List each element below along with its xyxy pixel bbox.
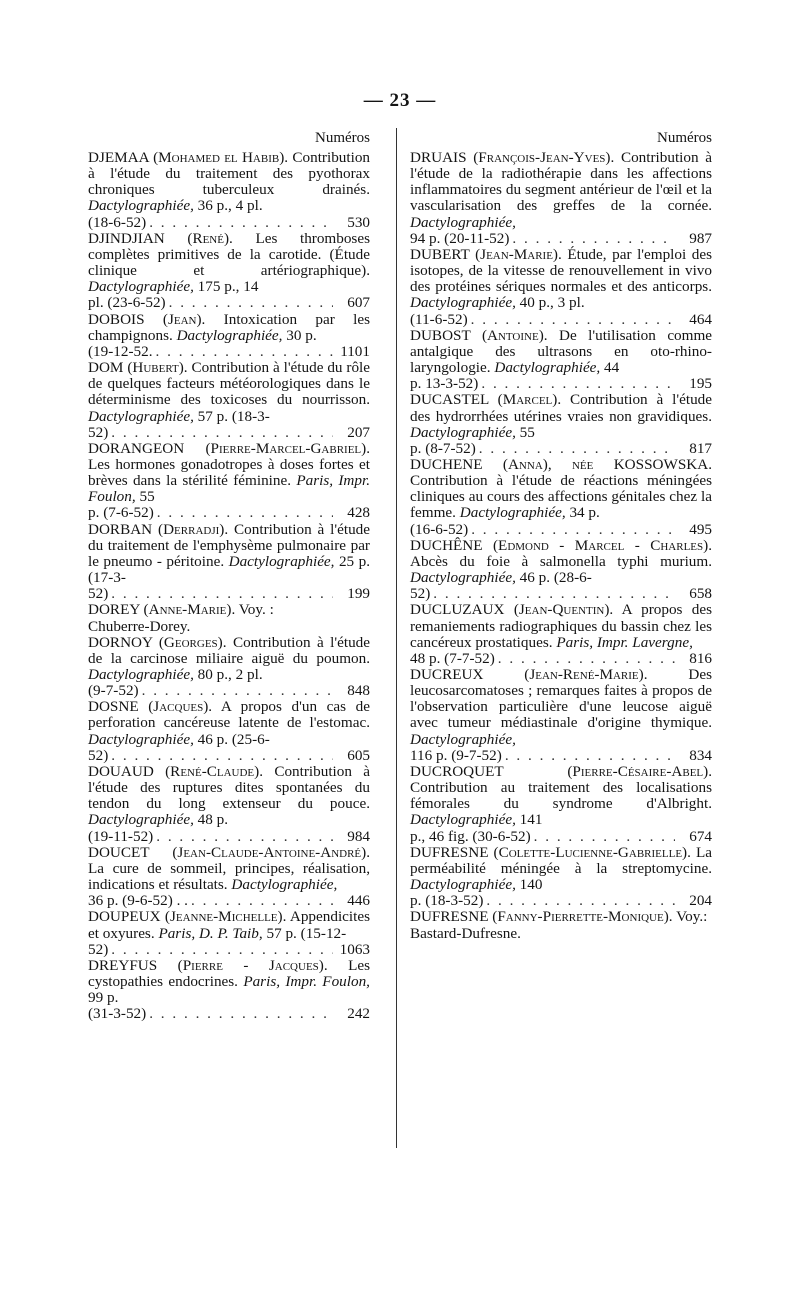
entry-body xyxy=(88,958,370,1006)
entry-date: 52) xyxy=(88,940,109,958)
thesis-title: A propos d'un cas de perforation cancéreuse latente de l'estomac. xyxy=(88,698,371,732)
author-surname: DORANGEON xyxy=(88,439,185,457)
entry-final-line xyxy=(88,505,370,521)
entry-body xyxy=(88,845,370,893)
entry-final-line xyxy=(410,748,712,764)
publication-info: Dactylographiée, xyxy=(228,552,335,570)
thesis-title: De l'utilisation comme antalgique des ultrasons en oto-rhino-laryngologie. xyxy=(410,326,713,377)
dot-leader xyxy=(471,522,675,538)
publication-info: Dactylographiée, xyxy=(410,294,516,312)
index-entry xyxy=(88,635,370,700)
page-count: 80 p., 2 pl. xyxy=(193,666,263,683)
entry-date: 52) xyxy=(88,423,109,441)
author-surname: DUCASTEL xyxy=(410,391,489,409)
thesis-title: Contribution à l'étude de la carcinose miliaire aiguë du poumon. xyxy=(88,633,371,667)
publication-info: Dactylographiée, xyxy=(410,811,516,829)
entry-number: 446 xyxy=(347,892,370,910)
publication-info: Dactylographiée, xyxy=(88,197,194,215)
entry-final-line xyxy=(410,829,712,845)
dot-leader xyxy=(111,586,333,602)
index-entry xyxy=(410,845,712,910)
entry-number: 204 xyxy=(689,892,712,910)
entry-number: 199 xyxy=(347,585,370,603)
author-given-names: (Pierre-Césaire-Abel). xyxy=(567,762,712,780)
entry-date: 36 p. (9-6-52) . . xyxy=(88,892,188,910)
entry-body xyxy=(410,538,712,586)
entry-date: 94 p. (20-11-52) xyxy=(410,229,510,247)
entry-number: 674 xyxy=(689,827,712,845)
author-given-names: (Hubert). xyxy=(127,359,188,377)
page-count: 48 p. xyxy=(193,811,229,829)
entry-final-line xyxy=(88,619,370,635)
dot-leader xyxy=(479,441,675,457)
index-entry xyxy=(410,602,712,667)
author-surname: DRUAIS xyxy=(410,149,467,166)
thesis-title: Contribution à l'étude de la radiothérapie dans les affections inflammatoires du segment antérieur de l'œil et la vascularisation des greffes de la cornée. xyxy=(410,149,713,215)
dot-leader xyxy=(498,651,675,667)
entry-final-line xyxy=(410,376,712,392)
thesis-title: Appendicites et oxyures. xyxy=(88,908,370,942)
author-given-names: (Jean-Claude-Antoine-André). xyxy=(172,843,370,861)
thesis-title: Abcès du foie à salmonella typhi murium. xyxy=(410,552,712,570)
page-count: 25 p. (17-3- xyxy=(88,552,370,587)
publication-info: Dactylographiée, xyxy=(88,666,194,683)
entry-number: 984 xyxy=(347,827,370,845)
thesis-title: Les hormones gonadotropes à doses fortes et brèves dans la stérilité féminine. xyxy=(88,455,370,490)
publication-info: Dactylographiée, xyxy=(494,359,601,377)
entry-date: pl. (23-6-52) xyxy=(88,294,166,312)
entry-final-line xyxy=(410,231,712,247)
author-surname: DORBAN xyxy=(88,520,153,538)
entry-body xyxy=(410,909,712,925)
entry-number: 658 xyxy=(689,585,712,603)
entry-date: p. (7-6-52) xyxy=(88,504,154,522)
page-count: 99 p. xyxy=(88,989,119,1007)
dot-leader xyxy=(157,505,333,521)
entry-final-line xyxy=(88,295,370,311)
entry-body xyxy=(88,312,370,344)
publication-info: Dactylographiée, xyxy=(88,811,194,829)
entry-number: 605 xyxy=(347,746,370,764)
author-surname: DUCHÊNE xyxy=(410,536,483,554)
entry-number: 987 xyxy=(689,229,712,247)
dot-leader xyxy=(156,344,333,360)
page-count: 55 xyxy=(515,423,535,441)
entry-number: 464 xyxy=(689,310,712,328)
publication-info: Dactylographiée, xyxy=(231,876,338,894)
entry-date: (11-6-52) xyxy=(410,310,468,328)
entry-number: 530 xyxy=(347,213,370,231)
author-given-names: (Marcel). xyxy=(497,391,562,409)
entry-number: 816 xyxy=(689,649,712,667)
publication-info: Dactylographiée, xyxy=(88,407,194,425)
entry-number: 428 xyxy=(347,504,370,522)
thesis-title: Intoxication par les champignons. xyxy=(88,310,371,344)
dot-leader xyxy=(169,295,333,311)
author-given-names: (François-Jean-Yves). xyxy=(473,149,615,166)
publication-info: Dactylographiée, xyxy=(410,423,516,441)
entry-body xyxy=(410,247,712,312)
dot-leader xyxy=(486,893,675,909)
author-surname: DUFRESNE xyxy=(410,843,489,861)
publication-info: Paris, D. P. Taib, xyxy=(158,924,263,942)
dot-leader xyxy=(534,829,675,845)
dot-leader xyxy=(433,586,675,602)
author-surname: DOM xyxy=(88,359,124,377)
entry-date: 116 p. (9-7-52) xyxy=(410,746,502,764)
author-given-names: (Pierre - Jacques). xyxy=(177,956,328,974)
entry-final-line xyxy=(88,586,370,602)
thesis-title: Les thromboses complètes primitives de la carotide. (Étude clinique et artériographique). xyxy=(88,229,370,280)
entry-body xyxy=(410,764,712,829)
entry-body xyxy=(88,909,370,941)
author-given-names: (Jacques). xyxy=(148,698,213,716)
publication-info: Dactylographiée, xyxy=(410,876,516,894)
left-column xyxy=(88,128,370,1022)
entry-body xyxy=(410,845,712,893)
entry-number: 1063 xyxy=(339,940,370,958)
entry-body xyxy=(88,764,370,829)
index-entry xyxy=(88,699,370,764)
entry-number: 817 xyxy=(689,439,712,457)
dot-leader xyxy=(149,215,333,231)
entry-final-line xyxy=(410,926,712,942)
author-surname: DOREY xyxy=(88,601,140,619)
entry-body xyxy=(410,667,712,748)
entry-final-line xyxy=(410,441,712,457)
index-entry xyxy=(410,328,712,393)
entry-body xyxy=(410,457,712,522)
thesis-title: La cure de sommeil, principes, réalisation, indications et résultats. xyxy=(88,859,370,894)
entry-date: 52) xyxy=(88,746,109,764)
dot-leader xyxy=(111,748,333,764)
entry-final-line xyxy=(88,425,370,441)
author-given-names: (Colette-Lucienne-Gabrielle). xyxy=(493,843,691,861)
entry-body xyxy=(88,150,370,215)
entry-number: 495 xyxy=(689,520,712,538)
entry-body xyxy=(88,231,370,296)
entry-date: p., 46 fig. (30-6-52) xyxy=(410,827,531,845)
thesis-title: Contribution à l'étude du rôle de quelques facteurs météorologiques dans le déterminisme des toxicoses du nourrisson. xyxy=(88,359,370,409)
entry-body xyxy=(88,360,370,425)
dot-leader xyxy=(111,942,333,958)
page-count: 175 p., 14 xyxy=(193,278,259,296)
author-surname: DUCLUZAUX xyxy=(410,601,505,619)
entry-date: Bastard-Dufresne. xyxy=(410,924,521,942)
publication-info: Dactylographiée, xyxy=(410,730,516,748)
page-number: — 23 — xyxy=(363,90,437,111)
entry-final-line xyxy=(410,586,712,602)
entry-number: 848 xyxy=(347,682,370,700)
author-given-names: (Jean-Quentin). xyxy=(513,601,614,619)
author-surname: DOUCET xyxy=(88,843,150,861)
right-column xyxy=(410,128,712,942)
column-divider xyxy=(396,128,397,1148)
entry-number: 1101 xyxy=(340,342,370,360)
entry-date: (16-6-52) xyxy=(410,520,469,538)
thesis-title: Voy. : xyxy=(238,601,274,619)
index-entry xyxy=(88,360,370,441)
thesis-title: La perméabilité méningée à la streptomycine. xyxy=(410,843,713,877)
author-given-names: (Jeanne-Michelle). xyxy=(164,908,287,926)
page-count: 30 p. xyxy=(282,326,317,344)
publication-info: Dactylographiée, xyxy=(459,504,566,522)
dot-leader xyxy=(111,425,333,441)
entry-body xyxy=(88,699,370,747)
author-surname: DUBERT xyxy=(410,245,470,263)
page-count: 57 p. (18-3- xyxy=(193,407,270,425)
dot-leader xyxy=(505,748,675,764)
entry-date: 52) xyxy=(410,585,431,603)
thesis-title: Contribution à l'étude de réactions méningées cliniques au cours des affections génitales chez la femme. xyxy=(410,472,712,522)
thesis-title: Les cystopathies endocrines. xyxy=(88,956,371,990)
thesis-title: Contribution à l'étude des ruptures dites spontanées du tendon du long extenseur du pouce. xyxy=(88,762,371,813)
thesis-title: Contribution à l'étude des hydrorrhées utérines vraies non gravidiques. xyxy=(410,391,713,425)
publication-info: Dactylographiée, xyxy=(88,730,194,748)
page-count: 46 p. (28-6- xyxy=(515,569,592,587)
entry-final-line xyxy=(410,312,712,328)
author-surname: DUCROQUET xyxy=(410,762,504,780)
thesis-title: Des leucosarcomatoses ; remarques faites à propos de l'observation particulière d'une leucose aiguë avec tumeur médiastinale d'origine thymique. xyxy=(410,666,712,732)
author-surname: DREYFUS xyxy=(88,956,158,974)
author-given-names: (Anna), née KOSSOWSKA. xyxy=(502,455,712,473)
entry-date: (31-3-52) xyxy=(88,1005,147,1023)
thesis-title: Contribution à l'étude du traitement des pyothorax chroniques tuberculeux drainés. xyxy=(88,149,371,199)
index-entry xyxy=(88,522,370,603)
entry-final-line xyxy=(410,651,712,667)
index-entry xyxy=(410,667,712,764)
publication-info: Dactylographiée, xyxy=(176,326,283,344)
author-surname: DJINDJIAN xyxy=(88,229,165,247)
dot-leader xyxy=(191,893,333,909)
entry-body xyxy=(410,392,712,440)
author-given-names: (Jean). xyxy=(162,310,206,328)
publication-info: Dactylographiée, xyxy=(88,278,194,296)
index-entry xyxy=(88,958,370,1023)
entry-final-line xyxy=(88,748,370,764)
author-given-names: (René-Claude). xyxy=(165,762,264,780)
index-entry xyxy=(88,312,370,360)
page-count: 140 xyxy=(515,876,543,894)
publication-info: Dactylographiée, xyxy=(410,213,516,231)
author-surname: DORNOY xyxy=(88,633,153,651)
thesis-title: A propos des remaniements radiographiques du bassin chez les cancéreux prostatiques. xyxy=(410,601,712,651)
author-surname: DOUAUD xyxy=(88,762,154,780)
page-count: 34 p. xyxy=(565,504,600,522)
entry-body xyxy=(88,522,370,587)
entry-number: 207 xyxy=(347,423,370,441)
author-surname: DJEMAA xyxy=(88,149,149,166)
entry-number: 607 xyxy=(347,294,370,312)
entry-final-line xyxy=(88,683,370,699)
entry-date: (19-11-52) xyxy=(88,827,154,845)
thesis-title: Voy.: xyxy=(676,908,708,926)
entry-date: p. (18-3-52) xyxy=(410,892,484,910)
author-surname: DUBOST xyxy=(410,326,471,344)
author-surname: DOUPEUX xyxy=(88,908,161,926)
entry-number: 195 xyxy=(689,375,712,393)
entry-date: p. 13-3-52) xyxy=(410,375,479,393)
entry-final-line xyxy=(88,893,370,909)
entry-list xyxy=(88,150,370,1022)
page-count: 141 xyxy=(515,811,543,829)
dot-leader xyxy=(156,829,333,845)
index-entry xyxy=(88,602,370,634)
author-given-names: (Anne-Marie). xyxy=(143,601,236,619)
entry-final-line xyxy=(88,215,370,231)
index-entry xyxy=(410,909,712,941)
dot-leader xyxy=(512,231,675,247)
page-count: 36 p., 4 pl. xyxy=(193,197,263,215)
column-header: Numéros xyxy=(315,130,370,146)
index-entry xyxy=(410,764,712,845)
column-header: Numéros xyxy=(657,130,712,146)
entry-date: 48 p. (7-7-52) xyxy=(410,649,495,667)
author-given-names: (Mohamed el Habib). xyxy=(153,149,289,166)
entry-date: Chuberre-Dorey. xyxy=(88,617,191,635)
author-given-names: (Pierre-Marcel-Gabriel). xyxy=(205,439,370,457)
author-given-names: (Jean-René-Marie). xyxy=(524,666,648,683)
dot-leader xyxy=(481,376,675,392)
index-entry xyxy=(88,150,370,231)
entry-date: (9-7-52) xyxy=(88,682,139,700)
author-given-names: (Antoine). xyxy=(481,326,548,344)
author-given-names: (Edmond - Marcel - Charles). xyxy=(492,536,712,554)
page-count: 40 p., 3 pl. xyxy=(515,294,585,312)
index-entry xyxy=(88,909,370,957)
entry-number: 242 xyxy=(347,1005,370,1023)
index-entry xyxy=(88,231,370,312)
entry-body xyxy=(88,602,370,618)
entry-final-line xyxy=(410,522,712,538)
index-entry xyxy=(410,538,712,603)
index-entry xyxy=(88,764,370,845)
entry-number: 834 xyxy=(689,746,712,764)
entry-body xyxy=(410,602,712,650)
index-entry xyxy=(410,457,712,538)
page-count: 57 p. (15-12- xyxy=(262,924,347,942)
entry-body xyxy=(410,150,712,231)
page-count: 55 xyxy=(135,488,155,506)
entry-date: 52) xyxy=(88,585,109,603)
entry-final-line xyxy=(88,1006,370,1022)
entry-date: p. (8-7-52) xyxy=(410,439,476,457)
author-given-names: (Derradji). xyxy=(158,520,229,538)
entry-final-line xyxy=(410,893,712,909)
entry-final-line xyxy=(88,344,370,360)
entry-list xyxy=(410,150,712,942)
thesis-title: Contribution à l'étude du traitement de l'emphysème pulmonaire par le pneumo - péritoine. xyxy=(88,520,371,570)
dot-leader xyxy=(149,1006,333,1022)
index-entry xyxy=(410,150,712,247)
thesis-title: Contribution au traitement des localisations fémorales du syndrome d'Albright. xyxy=(410,779,712,813)
publication-info: Paris, Impr. Foulon, xyxy=(243,972,370,990)
publication-info: Paris, Impr. Foulon, xyxy=(88,472,370,506)
author-given-names: (Jean-Marie). xyxy=(475,245,562,263)
thesis-title: Étude, par l'emploi des isotopes, de la vitesse de renouvellement in vivo des protéines sériques normales et des anticorps. xyxy=(410,245,713,296)
page-count: 44 xyxy=(600,359,620,377)
entry-body xyxy=(88,441,370,506)
index-entry xyxy=(88,441,370,522)
publication-info: Paris, Impr. Lavergne, xyxy=(556,633,693,651)
publication-info: Dactylographiée, xyxy=(410,569,516,587)
page-count: 46 p. (25-6- xyxy=(193,730,270,748)
author-given-names: (Georges). xyxy=(158,633,227,651)
entry-final-line xyxy=(88,829,370,845)
author-given-names: (René). xyxy=(187,229,233,247)
entry-date: (19-12-52. xyxy=(88,342,153,360)
author-surname: DUFRESNE xyxy=(410,908,489,926)
index-entry xyxy=(410,247,712,328)
entry-final-line xyxy=(88,942,370,958)
author-surname: DUCHENE xyxy=(410,455,483,473)
dot-leader xyxy=(142,683,333,699)
entry-body xyxy=(88,635,370,683)
dot-leader xyxy=(471,312,675,328)
author-surname: DUCREUX xyxy=(410,666,484,683)
index-entry xyxy=(88,845,370,910)
author-given-names: (Fanny-Pierrette-Monique). xyxy=(492,908,673,926)
entry-body xyxy=(410,328,712,376)
author-surname: DOSNE xyxy=(88,698,139,716)
entry-date: (18-6-52) xyxy=(88,213,147,231)
index-entry xyxy=(410,392,712,457)
author-surname: DOBOIS xyxy=(88,310,145,328)
